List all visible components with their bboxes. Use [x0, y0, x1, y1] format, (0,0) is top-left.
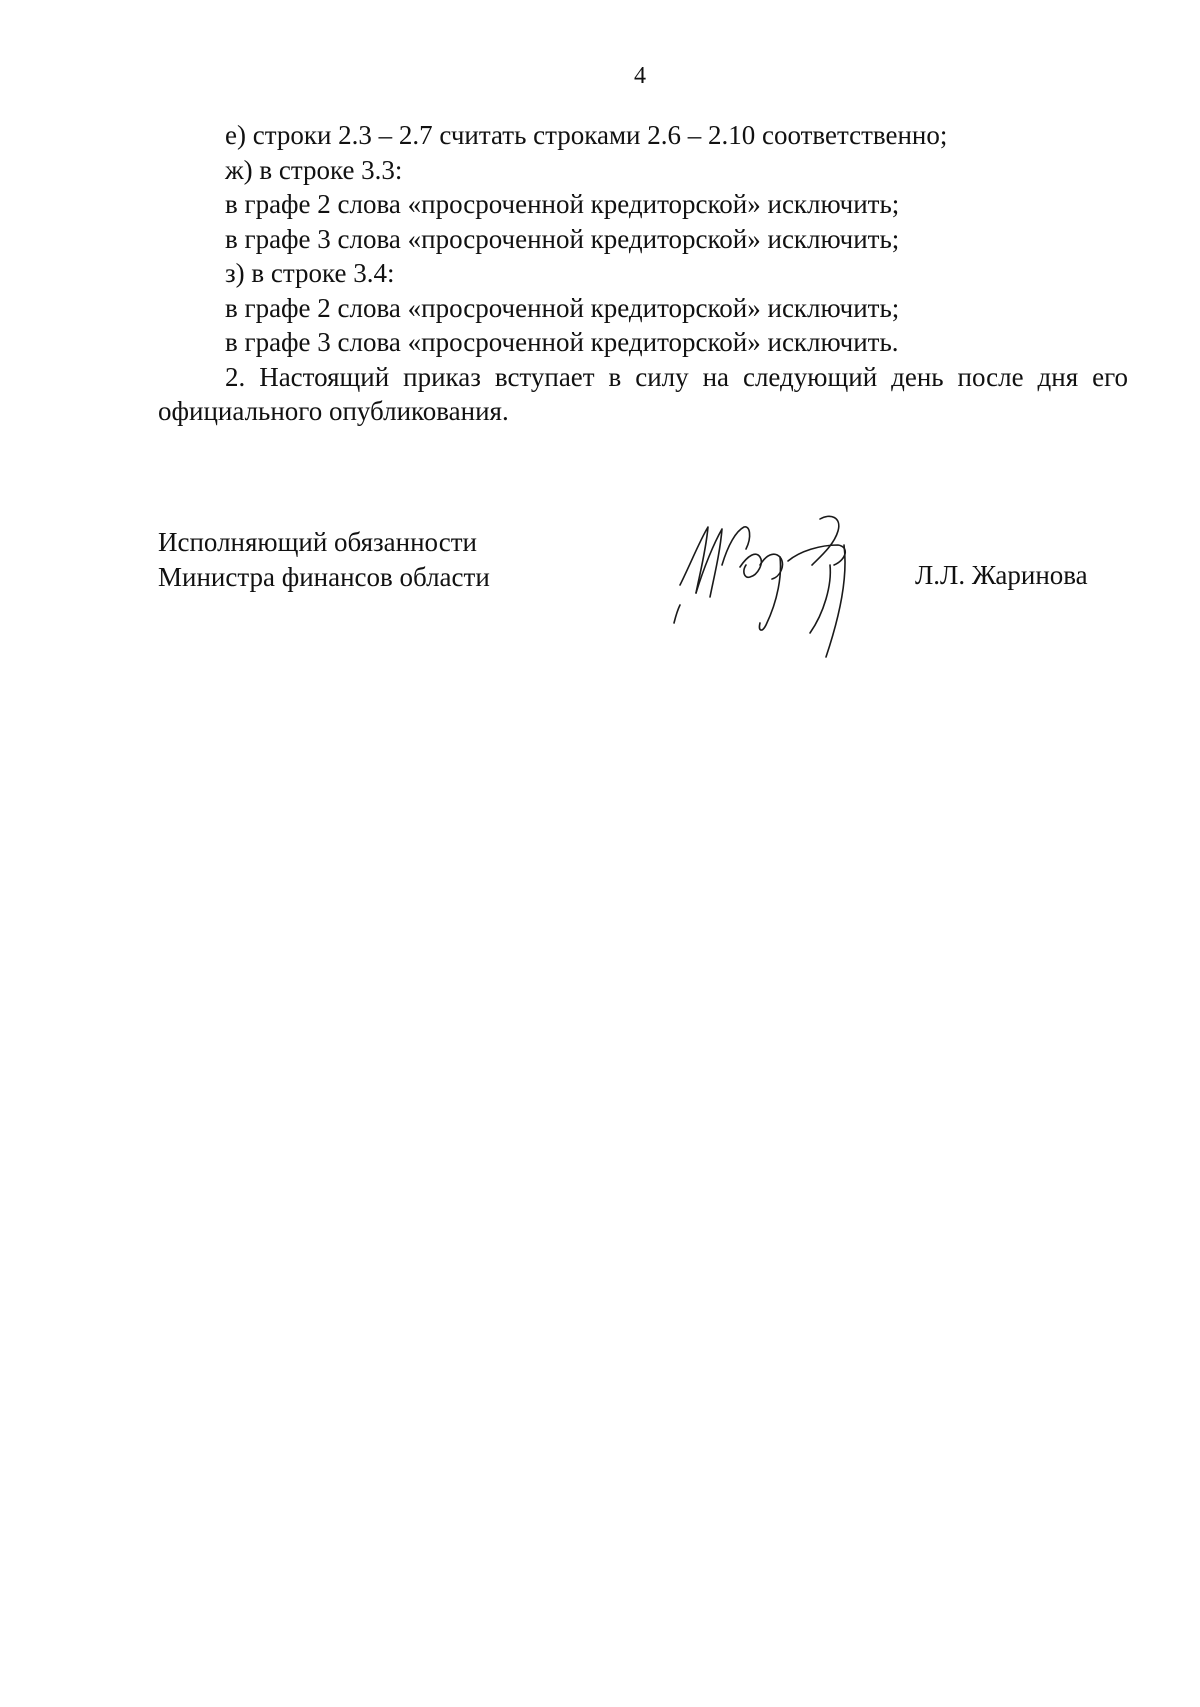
signatory-title-line: Исполняющий обязанности [158, 527, 477, 557]
amendment-line: ж) в строке 3.3: [225, 154, 403, 185]
amendment-line: в графе 2 слова «просроченной кредиторской» исключить; [225, 189, 900, 219]
handwritten-signature [670, 505, 890, 665]
amendment-line: в графе 3 слова «просроченной кредиторской» исключить. [225, 327, 899, 357]
amendment-line: в графе 3 слова «просроченной кредиторской» исключить; [225, 223, 900, 254]
document-body [158, 118, 1128, 429]
amendment-line: з) в строке 3.4: [225, 258, 395, 288]
page-number: 4 [634, 63, 646, 89]
amendment-line: е) строки 2.3 – 2.7 считать строками 2.6 – 2.10 соответственно; [225, 120, 948, 150]
amendment-line: в графе 2 слова «просроченной кредиторской» исключить; [225, 292, 900, 323]
signatory-title-line: Министра финансов области [158, 561, 490, 592]
signatory-title [158, 525, 490, 594]
effective-date-paragraph: 2. Настоящий приказ вступает в силу на следующий день после дня его официального опубликования. [158, 361, 1128, 426]
signatory-name: Л.Л. Жаринова [915, 560, 1088, 590]
